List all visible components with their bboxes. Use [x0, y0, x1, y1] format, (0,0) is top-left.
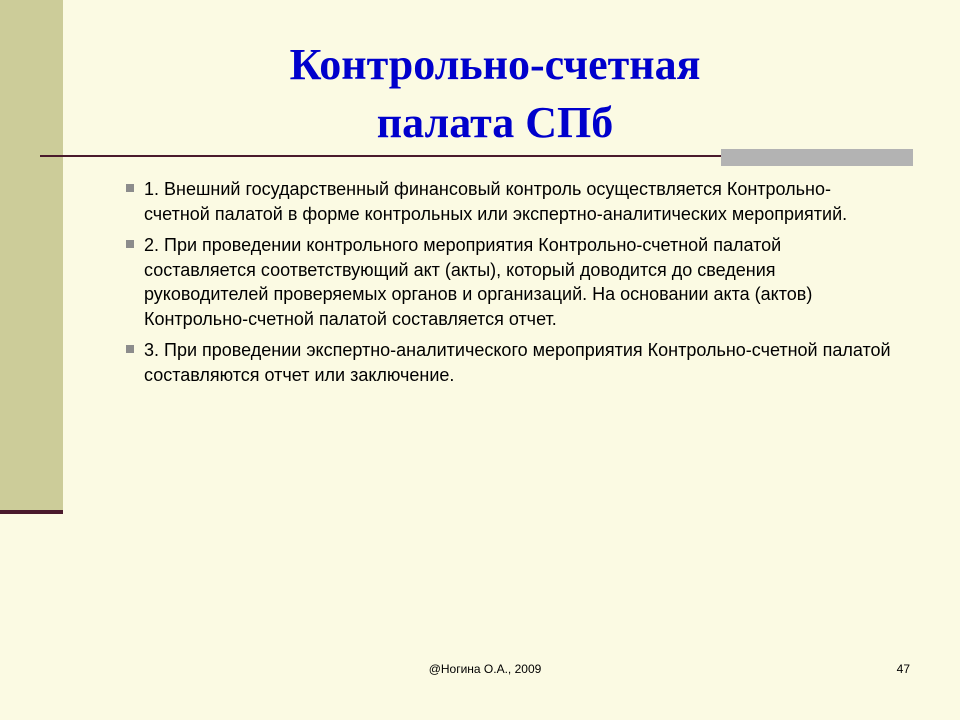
bullet-text: 3. При проведении экспертно-аналитического мероприятия Контрольно-счетной палатой составляются отчет или заключение.	[144, 340, 891, 385]
bullet-item-2	[132, 233, 892, 331]
square-bullet-icon	[126, 240, 134, 248]
bullet-item-1	[132, 177, 892, 226]
bullet-item-3	[132, 338, 892, 387]
slide-title-line-1: Контрольно-счетная	[289, 40, 701, 89]
slide-number: 47	[896, 662, 910, 676]
side-band	[0, 0, 63, 510]
bullet-text: 1. Внешний государственный финансовый контроль осуществляется Контрольно-счетной палатой в форме контрольных или экспертно-аналитических мероприятий.	[144, 179, 848, 224]
bullet-text: 2. При проведении контрольного мероприятия Контрольно-счетной палатой составляется соответствующий акт (акты), который доводится до сведения руководителей проверяемых органов и организаций. На основании акта (актов) Контрольно-счетной палатой составляется отчет.	[144, 235, 813, 329]
footer-credit: @Ногина О.А., 2009	[428, 662, 542, 676]
slide-title	[150, 36, 840, 152]
square-bullet-icon	[126, 345, 134, 353]
title-accent-bar	[721, 149, 913, 166]
bullet-list	[132, 177, 892, 394]
square-bullet-icon	[126, 184, 134, 192]
slide-title-line-2: палата СПб	[376, 98, 614, 147]
side-band-rule	[0, 510, 63, 514]
